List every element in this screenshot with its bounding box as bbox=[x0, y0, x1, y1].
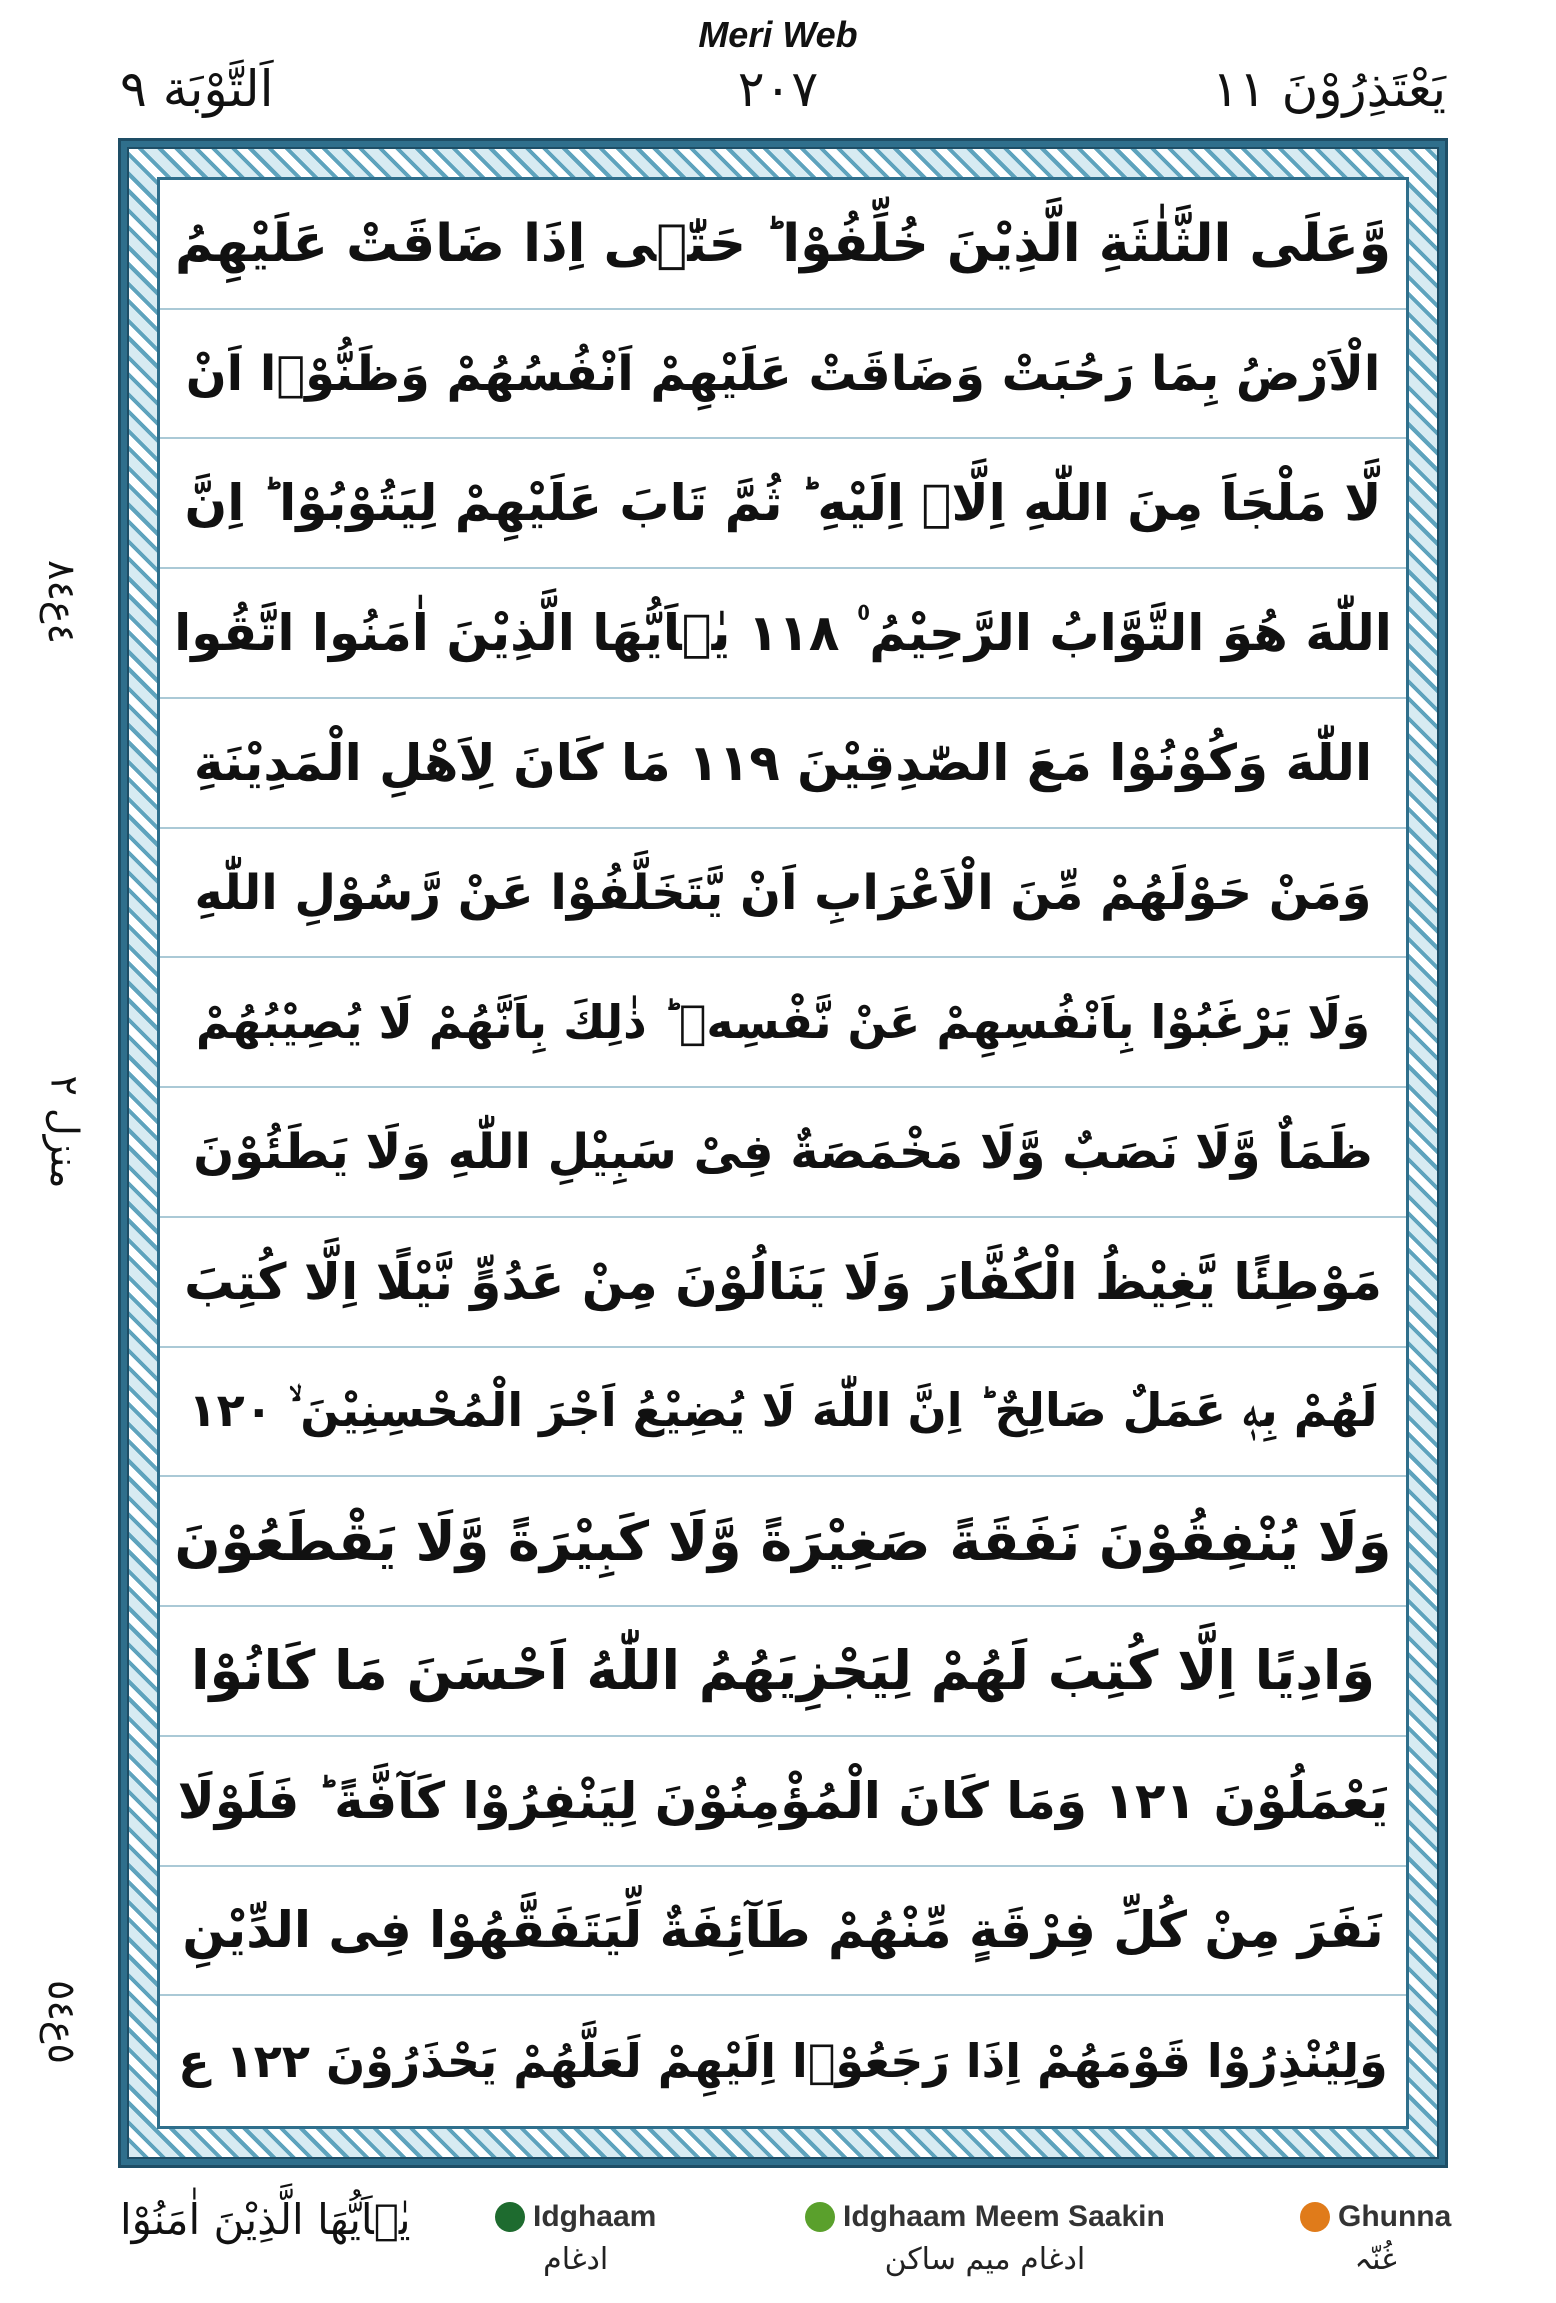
ruku-marker-top: ٤ع٨٤ bbox=[39, 560, 84, 644]
verse-line-10: لَهُمْ بِهٖ عَمَلٌ صَالِحٌ ؕ اِنَّ اللّٰهَ لَا يُضِيْعُ اَجْرَ الْمُحْسِنِيْنَ ۙ ١٢٠ bbox=[160, 1348, 1406, 1478]
legend-ghunna bbox=[1300, 2200, 1451, 2277]
verse-line-14: نَفَرَ مِنْ كُلِّ فِرْقَةٍ مِّنْهُمْ طَآئِفَةٌ لِّيَتَفَقَّهُوْا فِى الدِّيْنِ bbox=[160, 1867, 1406, 1997]
manzil-marker: منزل ٢ bbox=[42, 1075, 87, 1189]
legend-idghaam bbox=[495, 2200, 656, 2277]
verse-line-7: وَلَا يَرْغَبُوْا بِاَنْفُسِهِمْ عَنْ نَّفْسِهٖ ؕ ذٰلِكَ بِاَنَّهُمْ لَا يُصِيْبُهُمْ bbox=[160, 958, 1406, 1088]
verse-line-15: وَلِيُنْذِرُوْا قَوْمَهُمْ اِذَا رَجَعُوْۤا اِلَيْهِمْ لَعَلَّهُمْ يَحْذَرُوْنَ ١٢٢ ع bbox=[178, 2034, 1388, 2089]
ghunna-color-dot bbox=[1300, 2202, 1330, 2232]
surah-name: اَلتَّوْبَة ٩ bbox=[120, 60, 274, 118]
verse-line-4: اللّٰهَ هُوَ التَّوَّابُ الرَّحِيْمُ ۠ ١١٨ يٰۤاَيُّهَا الَّذِيْنَ اٰمَنُوا اتَّقُوا bbox=[160, 569, 1406, 699]
legend-label-ur: ادغام میم ساکن bbox=[884, 2242, 1086, 2277]
idghaam-meem-color-dot bbox=[805, 2202, 835, 2232]
verse-line-8: ظَمَاٌ وَّلَا نَصَبٌ وَّلَا مَخْمَصَةٌ فِىْ سَبِيْلِ اللّٰهِ وَلَا يَطَئُوْنَ bbox=[160, 1088, 1406, 1218]
site-title: Meri Web bbox=[698, 14, 858, 55]
verse-line-9: مَوْطِئًا يَّغِيْظُ الْكُفَّارَ وَلَا يَنَالُوْنَ مِنْ عَدُوٍّ نَّيْلًا اِلَّا كُتِبَ bbox=[160, 1218, 1406, 1348]
verse-line-3: لَّا مَلْجَاَ مِنَ اللّٰهِ اِلَّاۤ اِلَيْهِ ؕ ثُمَّ تَابَ عَلَيْهِمْ لِيَتُوْبُوْا ؕ اِنَّ bbox=[160, 439, 1406, 569]
idghaam-color-dot bbox=[495, 2202, 525, 2232]
catchword: يٰۤاَيُّهَا الَّذِيْنَ اٰمَنُوْا bbox=[120, 2195, 411, 2244]
verse-line-6: وَمَنْ حَوْلَهُمْ مِّنَ الْاَعْرَابِ اَنْ يَّتَخَلَّفُوْا عَنْ رَّسُوْلِ اللّٰهِ bbox=[160, 829, 1406, 959]
legend-label-ur: غُنّہ bbox=[1354, 2242, 1397, 2277]
legend-idghaam-meem-saakin bbox=[805, 2200, 1165, 2277]
page-number: ٢٠٧ bbox=[737, 60, 819, 118]
verse-line-5: اللّٰهَ وَكُوْنُوْا مَعَ الصّٰدِقِيْنَ ١١٩ مَا كَانَ لِاَهْلِ الْمَدِيْنَةِ bbox=[160, 699, 1406, 829]
verse-line-13: يَعْمَلُوْنَ ١٢١ وَمَا كَانَ الْمُؤْمِنُوْنَ لِيَنْفِرُوْا كَآفَّةً ؕ فَلَوْلَا bbox=[160, 1737, 1406, 1867]
legend-label-en: Idghaam bbox=[533, 2200, 657, 2233]
ruku-marker-bottom: ٥ع٥٤ bbox=[39, 1980, 84, 2064]
verse-lines bbox=[160, 180, 1406, 2126]
verse-line-1: وَّعَلَى الثَّلٰثَةِ الَّذِيْنَ خُلِّفُوْا ؕ حَتّٰۤى اِذَا ضَاقَتْ عَلَيْهِمُ bbox=[160, 180, 1406, 310]
legend-label-en: Idghaam Meem Saakin bbox=[843, 2200, 1165, 2233]
verse-line-12: وَادِيًا اِلَّا كُتِبَ لَهُمْ لِيَجْزِيَهُمُ اللّٰهُ اَحْسَنَ مَا كَانُوْا bbox=[160, 1607, 1406, 1737]
legend-label-en: Ghunna bbox=[1338, 2200, 1452, 2233]
verse-line-2: الْاَرْضُ بِمَا رَحُبَتْ وَضَاقَتْ عَلَيْهِمْ اَنْفُسُهُمْ وَظَنُّوْۤا اَنْ bbox=[160, 310, 1406, 440]
juz-name: يَعْتَذِرُوْنَ ١١ bbox=[1212, 60, 1446, 118]
verse-line-11: وَلَا يُنْفِقُوْنَ نَفَقَةً صَغِيْرَةً وَّلَا كَبِيْرَةً وَّلَا يَقْطَعُوْنَ bbox=[160, 1477, 1406, 1607]
legend-label-ur: ادغام bbox=[543, 2242, 609, 2277]
page-frame bbox=[118, 138, 1448, 2168]
text-area bbox=[157, 177, 1409, 2129]
